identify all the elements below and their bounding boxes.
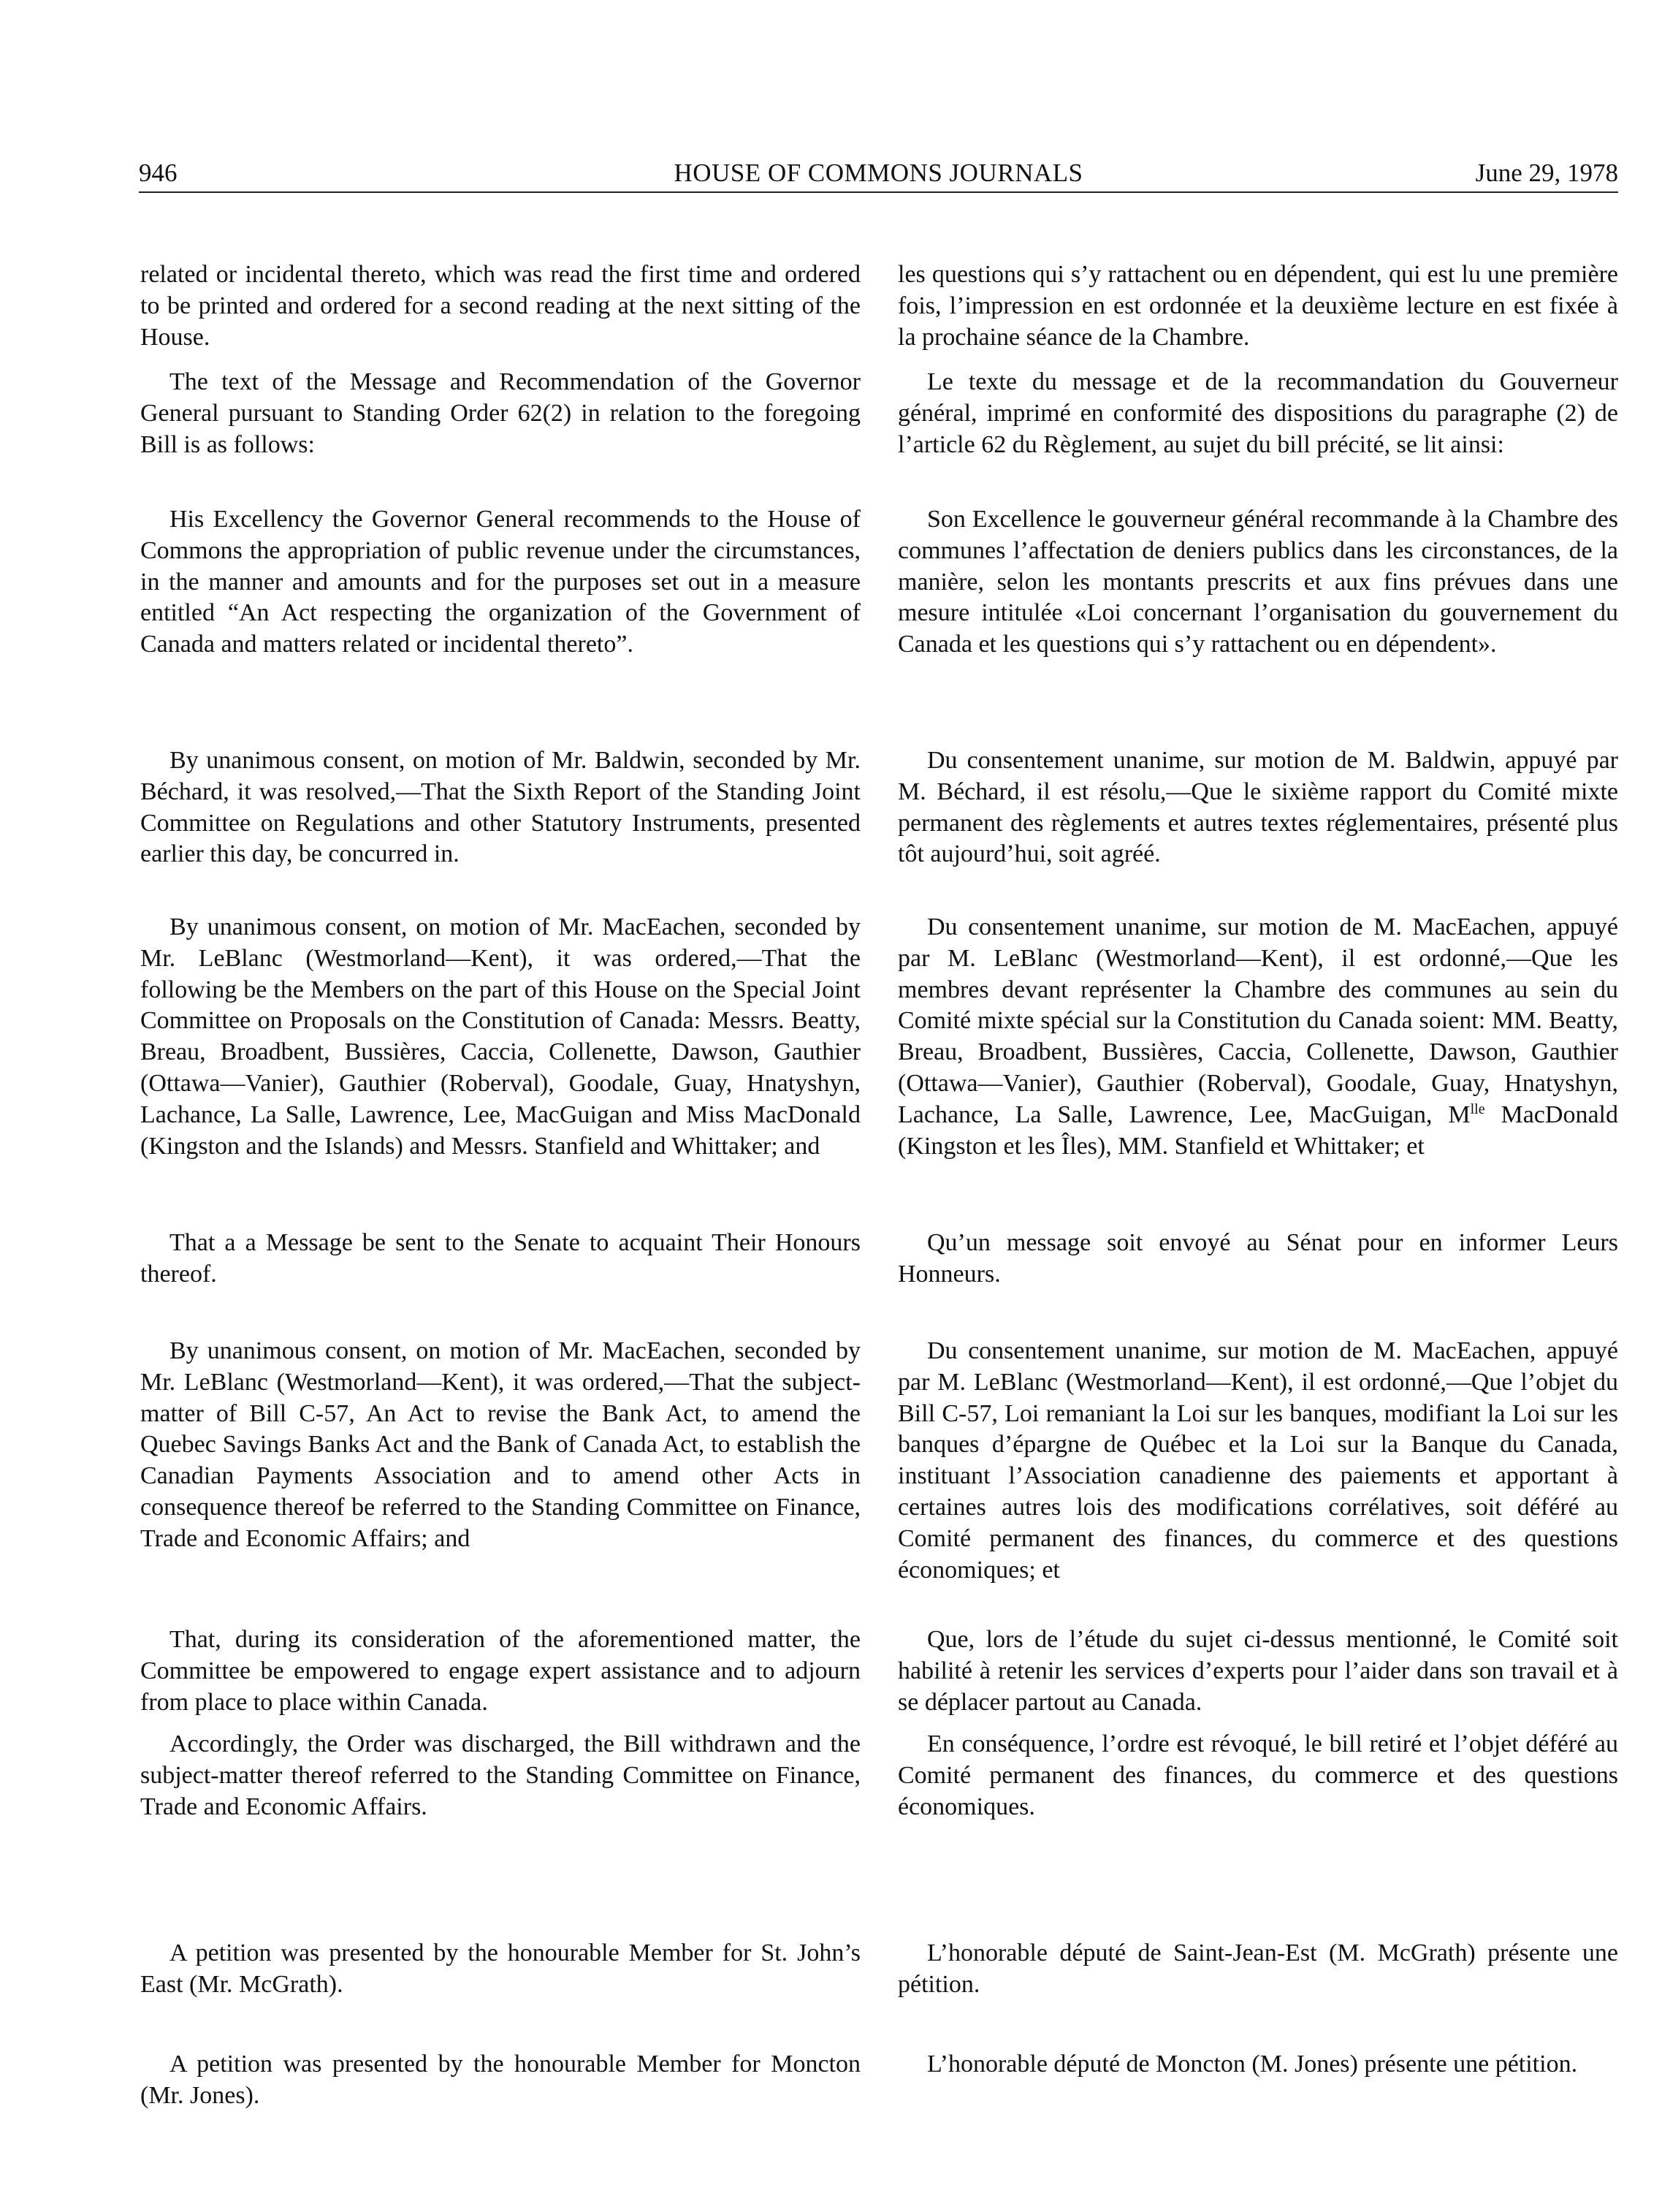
fr-bill-c57-motion: Du consentement unanime, sur motion de M. MacEachen, appuyé par M. LeBlanc (Westmorland—Kent), il est ordonné,—Que l’objet du Bill C-57, Loi remaniant la Loi sur les banques, modifiant la Loi sur les banques d’épargne de Québec et la Loi sur la Banque du Canada, instituant l’Association canadienne des paiements et apportant à certaines autres lois des modifications corrélatives, soit déféré au Comité permanent des finances, du commerce et des questions économiques; et bbox=[898, 1337, 1618, 1584]
fr-petition-mcgrath: L’honorable député de Saint-Jean-Est (M. McGrath) présente une pétition. bbox=[898, 1939, 1618, 1998]
en-recommendation: His Excellency the Governor General recommends to the House of Commons the appropriation of public revenue under the circumstances, in the manner and amounts and for the purposes set out in a measure entitled “An Act respecting the organization of the Government of Canada and matters related or incidental thereto”. bbox=[140, 506, 861, 658]
fr-petition-jones: L’honorable député de Moncton (M. Jones) présente une pétition. bbox=[927, 2051, 1578, 2078]
en-bill-c57-motion: By unanimous consent, on motion of Mr. MacEachen, seconded by Mr. LeBlanc (Westmorland—Kent), it was ordered,—That the subject-matter of Bill C-57, An Act to revise the Bank Act, to amend the Quebec Savings Banks Act and the Bank of Canada Act, to establish the Canadian Payments Association and to amend other Acts in consequence thereof be referred to the Standing Committee on Finance, Trade and Economic Affairs; and bbox=[140, 1337, 861, 1552]
fr-senate-message: Qu’un message soit envoyé au Sénat pour en informer Leurs Honneurs. bbox=[898, 1229, 1618, 1288]
fr-order-discharged: En conséquence, l’ordre est révoqué, le bill retiré et l’objet déféré au Comité permanent des finances, du commerce et des questions économiques. bbox=[898, 1730, 1618, 1820]
en-joint-committee-motion: By unanimous consent, on motion of Mr. MacEachen, seconded by Mr. LeBlanc (Westmorland—Kent), it was ordered,—That the following be the Members on the part of this House on the Special Joint Committee on Proposals on the Constitution of Canada: Messrs. Beatty, Breau, Broadbent, Bussières, Caccia, Collenette, Dawson, Gauthier (Ottawa—Vanier), Gauthier (Roberval), Goodale, Guay, Hnatyshyn, Lachance, La Salle, Lawrence, Lee, MacGuigan and Miss MacDonald (Kingston and the Islands) and Messrs. Stanfield and Whittaker; and bbox=[140, 913, 861, 1160]
fr-lle-superscript: lle bbox=[1470, 1101, 1485, 1117]
fr-bill-continuation: les questions qui s’y rattachent ou en dépendent, qui est lu une première fois, l’impression en est ordonnée et la deuxième lecture en est fixée à la prochaine séance de la Chambre. bbox=[898, 261, 1618, 351]
fr-sixth-report-motion: Du consentement unanime, sur motion de M. Baldwin, appuyé par M. Béchard, il est résolu,—Que le sixième rapport du Comité mixte permanent des règlements et autres textes réglementaires, présenté plus tôt aujourd’hui, soit agréé. bbox=[898, 747, 1618, 868]
en-bill-continuation: related or incidental thereto, which was read the first time and ordered to be printed and ordered for a second reading at the next sitting of the House. bbox=[140, 261, 861, 351]
fr-joint-committee-text-b: MacDonald (Kingston et les Îles), MM. Stanfield et Whittaker; et bbox=[898, 1101, 1618, 1160]
en-petition-mcgrath: A petition was presented by the honourable Member for St. John’s East (Mr. McGrath). bbox=[140, 1939, 861, 1998]
fr-recommendation: Son Excellence le gouverneur général recommande à la Chambre des communes l’affectation de deniers publics dans les circonstances, de la manière, selon les montants prescrits et aux fins prévues dans une mesure intitulée «Loi concernant l’organisation du gouvernement du Canada et les questions qui s’y rattachent ou en dépendent». bbox=[898, 506, 1618, 658]
en-message-intro: The text of the Message and Recommendation of the Governor General pursuant to Standing Order 62(2) in relation to the foregoing Bill is as follows: bbox=[140, 368, 861, 458]
running-header bbox=[139, 156, 1618, 190]
header-date: June 29, 1978 bbox=[1475, 159, 1618, 187]
en-petition-jones: A petition was presented by the honourable Member for Moncton (Mr. Jones). bbox=[140, 2051, 861, 2109]
header-rule bbox=[139, 191, 1618, 193]
page-number: 946 bbox=[139, 159, 178, 187]
en-order-discharged: Accordingly, the Order was discharged, the Bill withdrawn and the subject-matter thereof referred to the Standing Committee on Finance, Trade and Economic Affairs. bbox=[140, 1730, 861, 1820]
en-committee-empowered: That, during its consideration of the aforementioned matter, the Committee be empowered to engage expert assistance and to adjourn from place to place within Canada. bbox=[140, 1626, 861, 1716]
fr-message-intro: Le texte du message et de la recommandation du Gouverneur général, imprimé en conformité des dispositions du paragraphe (2) de l’article 62 du Règlement, au sujet du bill précité, se lit ainsi: bbox=[898, 368, 1618, 458]
fr-committee-empowered: Que, lors de l’étude du sujet ci-dessus mentionné, le Comité soit habilité à retenir les services d’experts pour l’aider dans son travail et à se déplacer partout au Canada. bbox=[898, 1626, 1618, 1716]
fr-joint-committee-text-a: Du consentement unanime, sur motion de M. MacEachen, appuyé par M. LeBlanc (Westmorland—Kent), il est ordonné,—Que les membres devant représenter la Chambre des communes au sein du Comité mixte spécial sur la Constitution du Canada soient: MM. Beatty, Breau, Broadbent, Bussières, Caccia, Collenette, Dawson, Gauthier (Ottawa—Vanier), Gauthier (Roberval), Goodale, Guay, Hnatyshyn, Lachance, La Salle, Lawrence, Lee, MacGuigan, M bbox=[898, 913, 1618, 1128]
en-senate-message: That a a Message be sent to the Senate to acquaint Their Honours thereof. bbox=[140, 1229, 861, 1288]
en-sixth-report-motion: By unanimous consent, on motion of Mr. Baldwin, seconded by Mr. Béchard, it was resolved,—That the Sixth Report of the Standing Joint Committee on Regulations and other Statutory Instruments, presented earlier this day, be concurred in. bbox=[140, 747, 861, 868]
journal-title: HOUSE OF COMMONS JOURNALS bbox=[674, 159, 1083, 187]
fr-joint-committee-motion bbox=[898, 912, 1618, 1162]
